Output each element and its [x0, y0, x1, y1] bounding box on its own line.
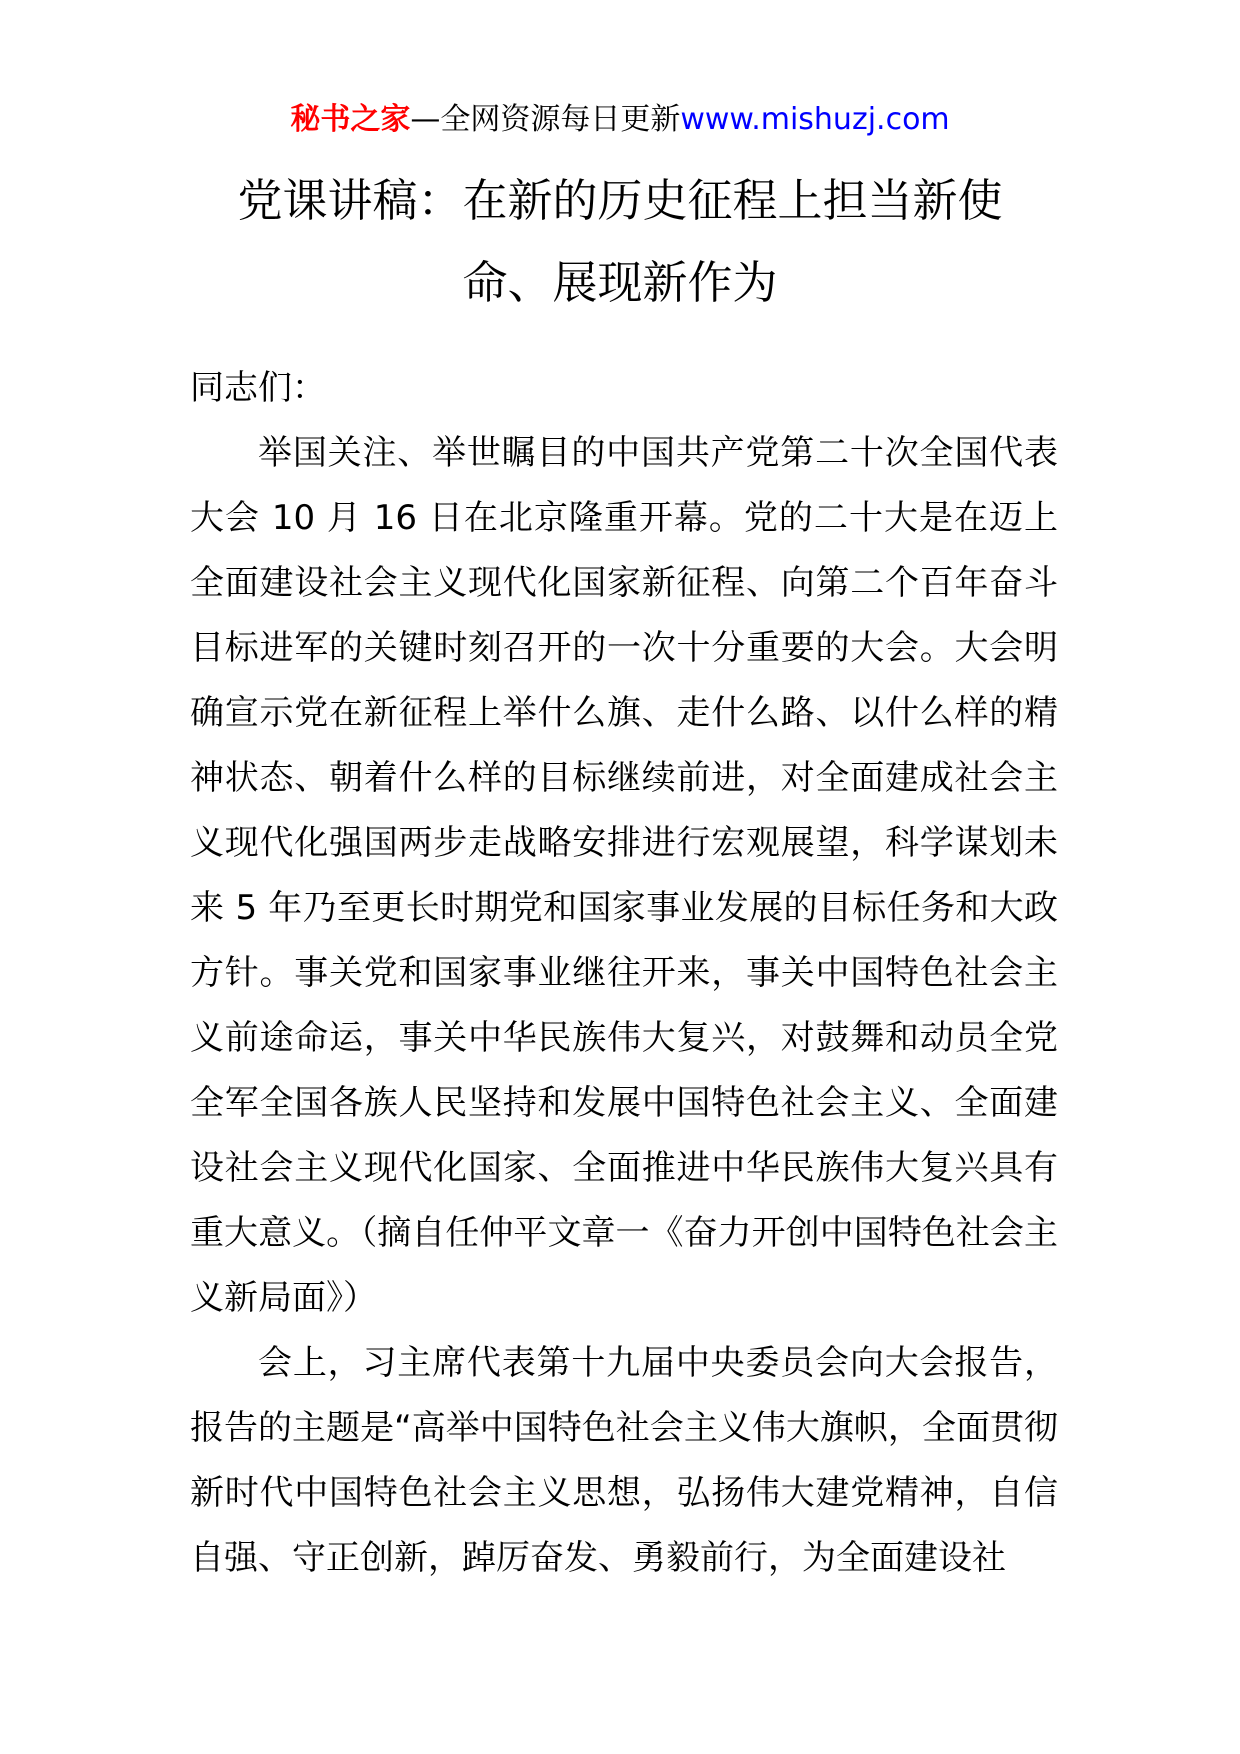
salutation: 同志们： — [190, 368, 326, 408]
document-body — [190, 356, 1058, 1591]
header-tagline: —全网资源每日更新 — [410, 102, 681, 137]
body-paragraph: 举国关注、举世瞩目的中国共产党第二十次全国代表大会 10 月 16 日在北京隆重开幕。党的二十大是在迈上全面建设社会主义现代化国家新征程、向第二个百年奋斗目标进军的关键时刻召开的一次十分重要的大会。大会明确宣示党在新征程上举什么旗、走什么路、以什么样的精神状态、朝着什么样的目标继续前进，对全面建成社会主义现代化强国两步走战略安排进行宏观展望，科学谋划未来 5 年乃至更长时期党和国家事业发展的目标任务和大政方针。事关党和国家事业继往开来，事关中国特色社会主义前途命运，事关中华民族伟大复兴，对鼓舞和动员全党全军全国各族人民坚持和发展中国特色社会主义、全面建设社会主义现代化国家、全面推进中华民族伟大复兴具有重大意义。（摘自任仲平文章一《奋力开创中国特色社会主义新局面》） — [190, 433, 1058, 1318]
title-line-2: 命、展现新作为 — [462, 256, 778, 309]
title-line-1: 党课讲稿：在新的历史征程上担当新使 — [237, 174, 1003, 227]
header-banner — [0, 100, 1240, 140]
brand-name: 秘书之家 — [290, 102, 411, 137]
document-title — [190, 160, 1050, 324]
body-paragraph: 会上，习主席代表第十九届中央委员会向大会报告，报告的主题是“高举中国特色社会主义伟大旗帜，全面贯彻新时代中国特色社会主义思想，弘扬伟大建党精神，自信自强、守正创新，踔厉奋发、勇毅前行，为全面建设社 — [190, 1343, 1058, 1578]
site-url-link[interactable]: www.mishuzj.com — [680, 102, 950, 137]
